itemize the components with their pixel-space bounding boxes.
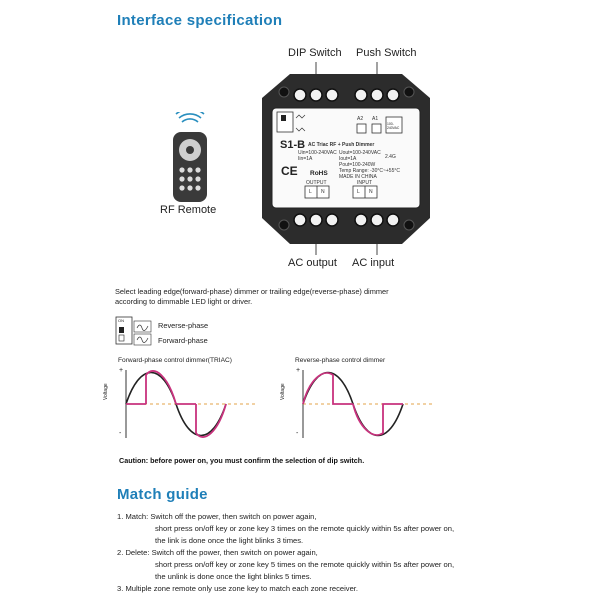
- input-label: INPUT: [357, 180, 372, 186]
- mount-hole-tr: [404, 87, 414, 97]
- output-l: L: [309, 189, 312, 195]
- output-label: OUTPUT: [306, 180, 327, 186]
- reverse-conduction: [303, 373, 353, 404]
- match-line-2: short press on/off key or zone key 3 times on the remote quickly within 5s after power on,: [155, 524, 455, 533]
- rf-remote-label: RF Remote: [160, 204, 217, 216]
- mount-hole-br: [404, 220, 414, 230]
- forward-phase-label: Forward-phase: [158, 336, 208, 345]
- spec-right-3: Pout=100-240W: [339, 162, 376, 168]
- reverse-phase-label: Reverse-phase: [158, 321, 209, 330]
- caution-note: Caution: before power on, you must confirm the selection of dip switch.: [119, 456, 365, 465]
- forward-minus: -: [119, 430, 122, 437]
- spec-left-1: Uin=100-240VAC: [298, 150, 337, 156]
- push-switch-label: Push Switch: [356, 47, 417, 59]
- match-line-1: 1. Match: Switch off the power, then switch on power again,: [117, 512, 317, 521]
- spec-right-4: Temp Range: -30°C~+55°C: [339, 168, 400, 174]
- ac-input-label: AC input: [352, 257, 395, 269]
- ac-output-label: AC output: [288, 257, 337, 269]
- forward-conduction-neg: [196, 404, 226, 437]
- reverse-chart-title: Reverse-phase control dimmer: [295, 357, 386, 364]
- spec-left-2: Iin=1A: [298, 156, 313, 162]
- phase-intro-line1: Select leading edge(forward-phase) dimmer or trailing edge(reverse-phase) dimmer: [115, 287, 389, 296]
- reverse-phase-chart: [287, 366, 447, 442]
- forward-voltage-label: Voltage: [103, 383, 109, 400]
- output-n: N: [321, 189, 325, 195]
- mount-hole-tl: [279, 87, 289, 97]
- reverse-plus: +: [296, 367, 301, 374]
- mount-hole-bl: [279, 220, 289, 230]
- match-guide-title: Match guide: [117, 486, 208, 503]
- interface-title: Interface specification: [117, 12, 283, 29]
- dip-on-label: ON: [118, 318, 124, 323]
- a1-button: [372, 124, 381, 133]
- device-model: S1-B: [280, 139, 306, 151]
- spec-right-1: Uout=100-240VAC: [339, 150, 381, 156]
- match-line-3: the link is done once the light blinks 3 times.: [155, 536, 304, 545]
- phase-intro-line2: according to dimmable LED light or driver.: [115, 297, 253, 306]
- rf-badge: 2.4G: [385, 154, 396, 160]
- match-line-6: the unlink is done once the light blinks 5 times.: [155, 572, 312, 581]
- spec-right-5: MADE IN CHINA: [339, 174, 377, 180]
- a2-button: [357, 124, 366, 133]
- input-n: N: [369, 189, 373, 195]
- reverse-conduction-neg: [353, 404, 403, 435]
- ce-mark: CE: [281, 164, 298, 178]
- forward-chart-title: Forward-phase control dimmer(TRIAC): [118, 357, 232, 364]
- dip-switch-label: DIP Switch: [288, 47, 342, 59]
- rf-remote-icon: [160, 112, 220, 204]
- match-line-5: short press on/off key or zone key 5 times on the remote quickly within 5s after power on,: [155, 560, 455, 569]
- device-model-desc: AC Triac RF + Push Dimmer: [308, 142, 375, 148]
- spec-right-2: Iout=1A: [339, 156, 357, 162]
- input-l: L: [357, 189, 360, 195]
- button-note: 100-240VAC: [387, 122, 400, 130]
- forward-phase-chart: [110, 366, 270, 442]
- forward-plus: +: [119, 367, 124, 374]
- reverse-voltage-label: Voltage: [280, 383, 286, 400]
- a2-label: A2: [357, 116, 364, 122]
- reverse-minus: -: [296, 430, 299, 437]
- match-line-4: 2. Delete: Switch off the power, then switch on power again,: [117, 548, 318, 557]
- a1-label: A1: [372, 116, 379, 122]
- match-line-7: 3. Multiple zone remote only use zone key to match each zone receiver.: [117, 584, 359, 593]
- rohs-mark: RoHS: [310, 170, 328, 177]
